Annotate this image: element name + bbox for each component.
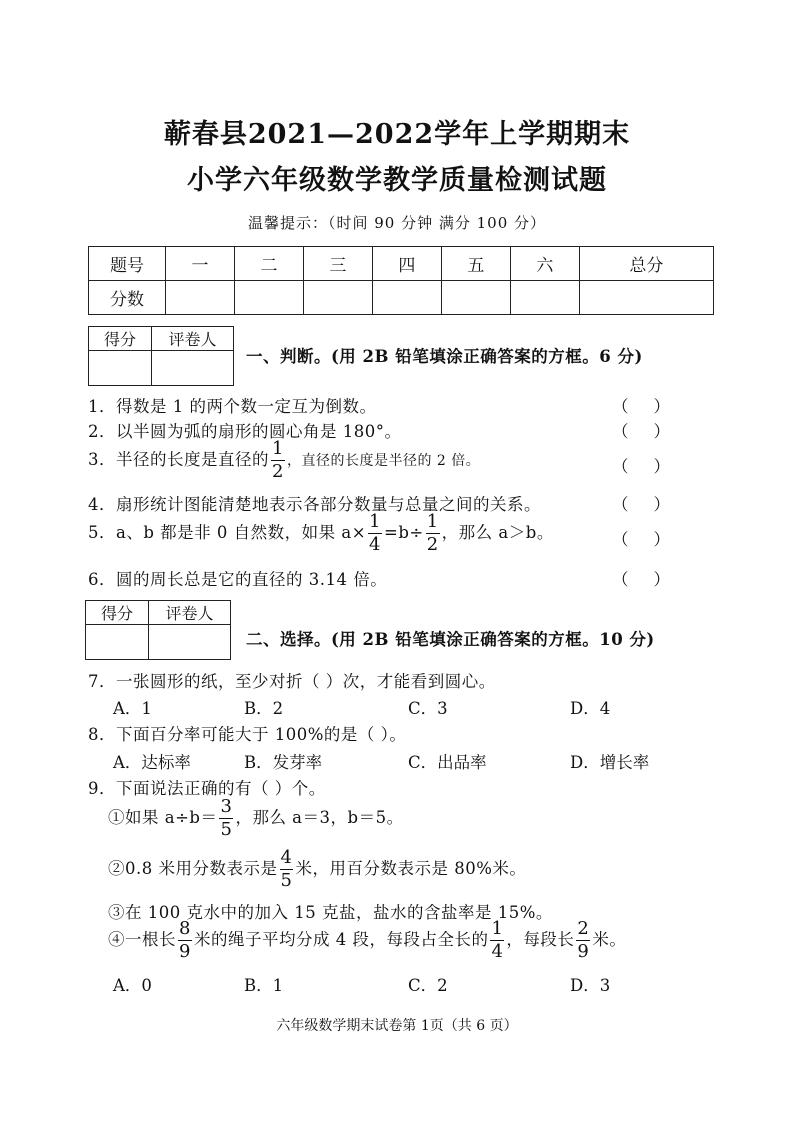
exam-tip: 温馨提示：（时间 90 分钟 满分 100 分） xyxy=(247,214,547,232)
score-header-cell: 四 xyxy=(372,247,441,281)
statement-4: ④一根长 $\frac{8}{9}$ 米的绳子平均分成 4 段，每段占全长的 $\frac{1}{4}$ ，每段长 $\frac{2}{9}$ 米。 xyxy=(108,918,627,962)
question-4: 4．扇形统计图能清楚地表示各部分数量与总量之间的关系。 xyxy=(88,495,541,514)
fraction: $\frac{1}{2}$ xyxy=(426,511,439,555)
score-table-header-row xyxy=(89,247,714,281)
answer-paren[interactable]: （ ） xyxy=(612,457,670,476)
score-row-label: 分数 xyxy=(89,281,166,315)
page-footer: 六年级数学期末试卷第 1页（共 6 页） xyxy=(276,1018,518,1034)
answer-paren[interactable]: （ ） xyxy=(612,422,670,441)
score-cell[interactable] xyxy=(372,281,441,315)
fraction: $\frac{2}{9}$ xyxy=(577,918,590,962)
fraction: $\frac{1}{2}$ xyxy=(272,438,284,482)
question-6: 6．圆的周长总是它的直径的 3.14 倍。 xyxy=(88,570,388,589)
answer-paren[interactable]: （ ） xyxy=(612,570,670,589)
section1-title: 一、判断。(用 2B 铅笔填涂正确答案的方框。6 分) xyxy=(246,347,643,366)
question-2: 2．以半圆为弧的扇形的圆心角是 180°。 xyxy=(88,422,402,441)
grader-box-section2 xyxy=(85,600,231,660)
grader-score-cell[interactable] xyxy=(89,351,152,386)
statement-2: ②0.8 米用分数表示是 $\frac{4}{5}$ 米，用百分数表示是 80%米。 xyxy=(108,847,527,891)
score-header-cell: 三 xyxy=(303,247,372,281)
score-cell[interactable] xyxy=(441,281,510,315)
grader-box-section1 xyxy=(88,326,234,386)
exam-title-line2: 小学六年级数学教学质量检测试题 xyxy=(187,165,607,196)
question-9: 9．下面说法正确的有（ ）个。 xyxy=(88,779,326,798)
question-8: 8．下面百分率可能大于 100%的是（ ）。 xyxy=(88,725,407,744)
grader-reviewer-cell[interactable] xyxy=(152,351,234,386)
answer-paren[interactable]: （ ） xyxy=(612,530,670,549)
statement-3: ③在 100 克水中的加入 15 克盐，盐水的含盐率是 15%。 xyxy=(108,903,553,922)
grader-score-cell[interactable] xyxy=(86,625,149,660)
score-cell[interactable] xyxy=(303,281,372,315)
option-b[interactable]: B．1 xyxy=(244,976,284,995)
grader-reviewer-label: 评卷人 xyxy=(152,327,234,351)
score-header-cell: 一 xyxy=(166,247,235,281)
fraction: $\frac{8}{9}$ xyxy=(179,918,191,962)
exam-title-line1: 蕲春县2021—2022学年上学期期末 xyxy=(163,119,631,150)
option-a[interactable]: A．1 xyxy=(113,699,152,718)
question-7: 7．一张圆形的纸，至少对折（ ）次，才能看到圆心。 xyxy=(88,672,496,691)
section2-title: 二、选择。(用 2B 铅笔填涂正确答案的方框。10 分) xyxy=(246,630,655,649)
grader-reviewer-label: 评卷人 xyxy=(149,601,231,625)
option-c[interactable]: C．出品率 xyxy=(408,753,487,772)
question-1: 1．得数是 1 的两个数一定互为倒数。 xyxy=(88,397,377,416)
grader-reviewer-cell[interactable] xyxy=(149,625,231,660)
option-c[interactable]: C．2 xyxy=(408,976,448,995)
score-header-cell: 题号 xyxy=(89,247,166,281)
fraction: $\frac{1}{4}$ xyxy=(491,918,504,962)
fraction: $\frac{1}{4}$ xyxy=(369,511,381,555)
answer-paren[interactable]: （ ） xyxy=(612,397,670,416)
score-cell[interactable] xyxy=(510,281,579,315)
fraction: $\frac{4}{5}$ xyxy=(280,847,293,891)
option-d[interactable]: D．3 xyxy=(570,976,611,995)
option-c[interactable]: C．3 xyxy=(408,699,448,718)
score-header-cell: 二 xyxy=(234,247,303,281)
question-3: 3．半径的长度是直径的 $\frac{1}{2}$ ，直径的长度是半径的 2 倍。 xyxy=(88,438,481,482)
option-a[interactable]: A．达标率 xyxy=(113,753,191,772)
statement-1: ①如果 a÷b＝ $\frac{3}{5}$ ，那么 a＝3，b＝5。 xyxy=(108,796,404,840)
option-b[interactable]: B．2 xyxy=(244,699,284,718)
score-table-value-row xyxy=(89,281,714,315)
question-5: 5．a、b 都是非 0 自然数，如果 a× $\frac{1}{4}$ =b÷ $\frac{1}{2}$ ，那么 a＞b。 xyxy=(88,511,554,555)
score-header-cell: 六 xyxy=(510,247,579,281)
answer-paren[interactable]: （ ） xyxy=(612,495,670,514)
score-header-cell: 五 xyxy=(441,247,510,281)
option-b[interactable]: B．发芽率 xyxy=(244,753,323,772)
grader-score-label: 得分 xyxy=(86,601,149,625)
score-table xyxy=(88,246,714,315)
score-header-cell: 总分 xyxy=(579,247,713,281)
option-d[interactable]: D．增长率 xyxy=(570,753,650,772)
score-cell[interactable] xyxy=(166,281,235,315)
option-a[interactable]: A．0 xyxy=(113,976,152,995)
fraction: $\frac{3}{5}$ xyxy=(220,796,233,840)
grader-score-label: 得分 xyxy=(89,327,152,351)
score-cell[interactable] xyxy=(234,281,303,315)
score-cell[interactable] xyxy=(579,281,713,315)
option-d[interactable]: D．4 xyxy=(570,699,611,718)
